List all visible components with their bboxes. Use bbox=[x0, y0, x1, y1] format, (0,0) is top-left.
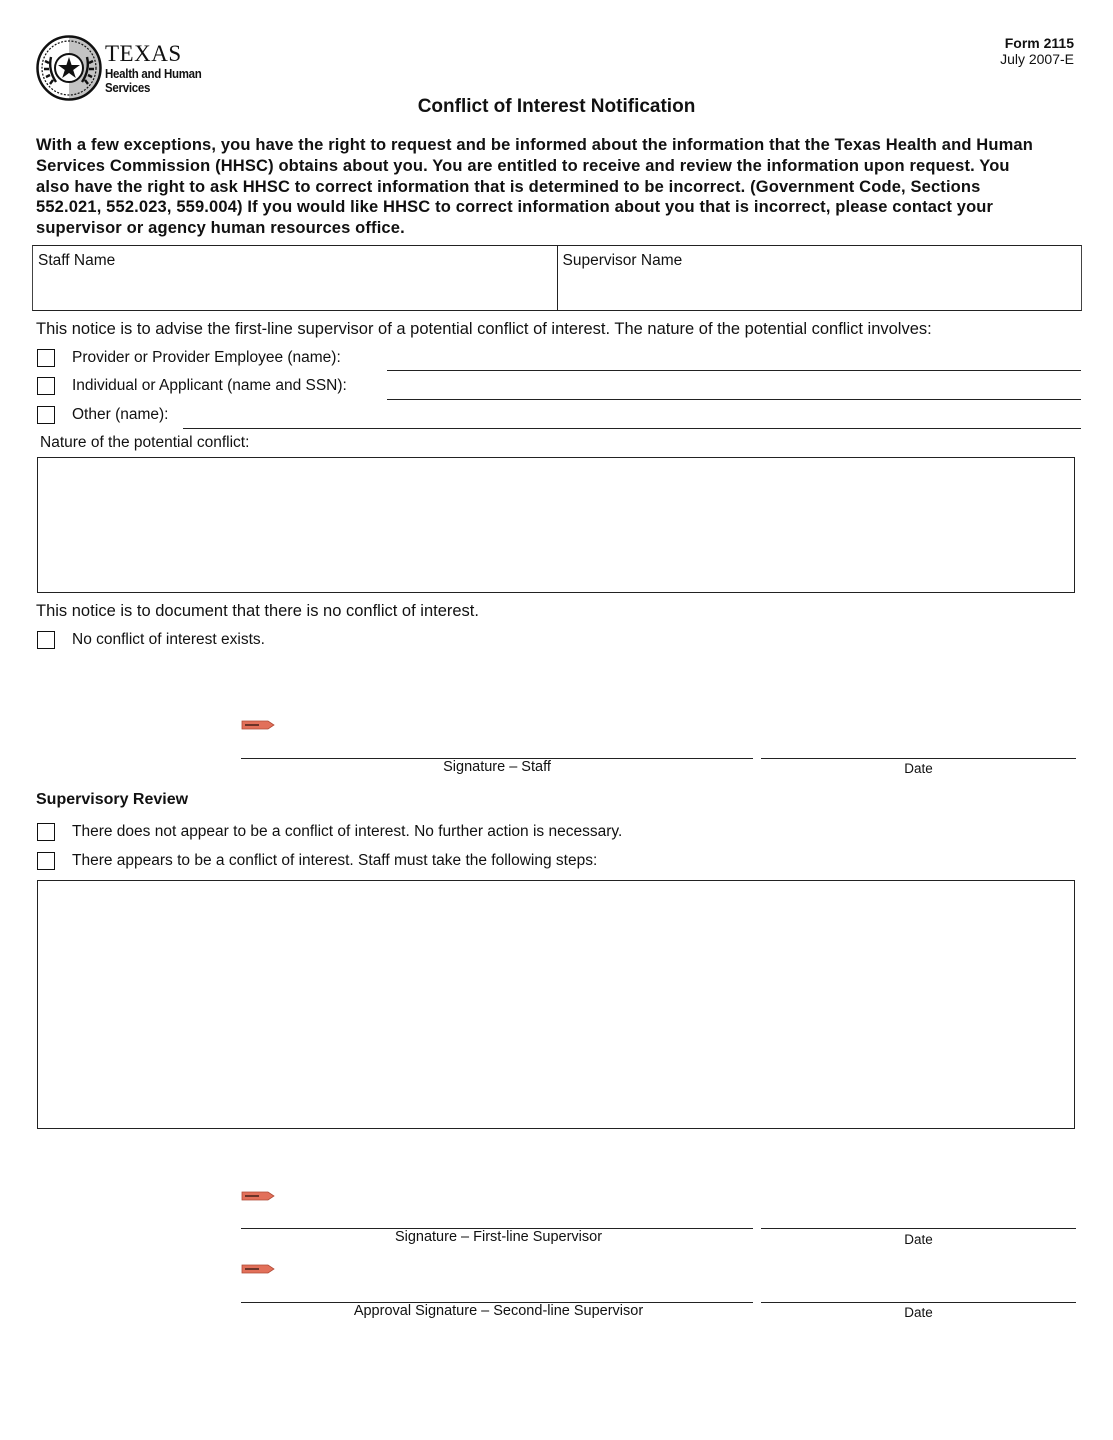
staff-name-label: Staff Name bbox=[38, 252, 116, 269]
no-conflict-found-label: There does not appear to be a conflict of interest. No further action is necessary. bbox=[72, 823, 623, 840]
privacy-notice-line: also have the right to ask HHSC to correct information that is determined to be incorrect. (Government Code, Sections bbox=[36, 177, 981, 196]
option-conflict-found bbox=[37, 851, 597, 871]
second-line-supervisor-signature-label: Approval Signature – Second-line Supervisor bbox=[353, 1303, 644, 1319]
no-conflict-label: No conflict of interest exists. bbox=[72, 631, 265, 648]
individual-name-ssn-input[interactable] bbox=[387, 399, 1081, 400]
provider-checkbox[interactable] bbox=[37, 349, 55, 367]
staff-name-field[interactable] bbox=[33, 246, 557, 310]
conflict-found-checkbox[interactable] bbox=[37, 852, 55, 870]
page-title: Conflict of Interest Notification bbox=[417, 96, 696, 117]
nature-of-conflict-label: Nature of the potential conflict: bbox=[40, 434, 250, 451]
agency-logo bbox=[36, 35, 216, 103]
no-conflict-checkbox[interactable] bbox=[37, 631, 55, 649]
individual-label: Individual or Applicant (name and SSN): bbox=[72, 377, 347, 394]
staff-date-label: Date bbox=[904, 761, 933, 776]
privacy-notice-line: supervisor or agency human resources office. bbox=[36, 219, 405, 238]
privacy-notice-line: Services Commission (HHSC) obtains about you. You are entitled to receive and review the information upon request. You bbox=[36, 156, 1010, 175]
logo-subtitle-line2: Services bbox=[105, 80, 151, 95]
first-line-supervisor-date-label: Date bbox=[904, 1232, 933, 1247]
form-identifier bbox=[1000, 35, 1074, 67]
second-line-supervisor-date-label: Date bbox=[904, 1305, 933, 1320]
first-line-supervisor-date-line[interactable] bbox=[761, 1228, 1076, 1229]
logo-wordmark bbox=[105, 42, 210, 94]
other-label: Other (name): bbox=[72, 406, 169, 423]
other-checkbox[interactable] bbox=[37, 406, 55, 424]
texas-seal-icon bbox=[36, 35, 102, 101]
supervisor-name-field[interactable] bbox=[557, 246, 1082, 310]
privacy-notice bbox=[36, 135, 1081, 239]
option-provider bbox=[37, 348, 341, 368]
provider-name-input[interactable] bbox=[387, 370, 1081, 371]
sign-here-tag-icon[interactable] bbox=[241, 1191, 275, 1201]
supervisory-review-heading: Supervisory Review bbox=[36, 791, 189, 808]
provider-label: Provider or Provider Employee (name): bbox=[72, 349, 341, 366]
sign-here-tag-icon[interactable] bbox=[241, 1264, 275, 1274]
no-conflict-notice: This notice is to document that there is no conflict of interest. bbox=[36, 602, 479, 620]
required-steps-textarea[interactable] bbox=[37, 880, 1075, 1129]
staff-date-line[interactable] bbox=[761, 758, 1076, 759]
nature-of-conflict-textarea[interactable] bbox=[37, 457, 1075, 593]
privacy-notice-line: With a few exceptions, you have the right to request and be informed about the information that the Texas Health and Human bbox=[36, 136, 1033, 154]
privacy-notice-line: 552.021, 552.023, 559.004) If you would like HHSC to correct information about you that is incorrect, please contact your bbox=[36, 198, 994, 217]
second-line-supervisor-date-line[interactable] bbox=[761, 1302, 1076, 1303]
staff-signature-label: Signature – Staff bbox=[443, 759, 551, 775]
form-number: Form 2115 bbox=[1004, 35, 1074, 51]
names-table bbox=[32, 245, 1082, 311]
conflict-notice: This notice is to advise the first-line supervisor of a potential conflict of interest. The nature of the potential conflict involves: bbox=[36, 320, 932, 338]
option-no-conflict-found bbox=[37, 822, 622, 842]
option-no-conflict bbox=[37, 630, 265, 650]
supervisor-name-label: Supervisor Name bbox=[562, 252, 683, 269]
other-name-input[interactable] bbox=[183, 428, 1081, 429]
sign-here-tag-icon[interactable] bbox=[241, 720, 275, 730]
first-line-supervisor-signature-label: Signature – First-line Supervisor bbox=[394, 1229, 603, 1245]
conflict-found-label: There appears to be a conflict of interest. Staff must take the following steps: bbox=[72, 852, 598, 869]
no-conflict-found-checkbox[interactable] bbox=[37, 823, 55, 841]
logo-title: TEXAS bbox=[105, 41, 182, 66]
option-individual bbox=[37, 376, 347, 396]
individual-checkbox[interactable] bbox=[37, 377, 55, 395]
form-date: July 2007-E bbox=[1000, 51, 1074, 67]
option-other bbox=[37, 405, 168, 425]
logo-subtitle-line1: Health and Human bbox=[105, 67, 202, 81]
